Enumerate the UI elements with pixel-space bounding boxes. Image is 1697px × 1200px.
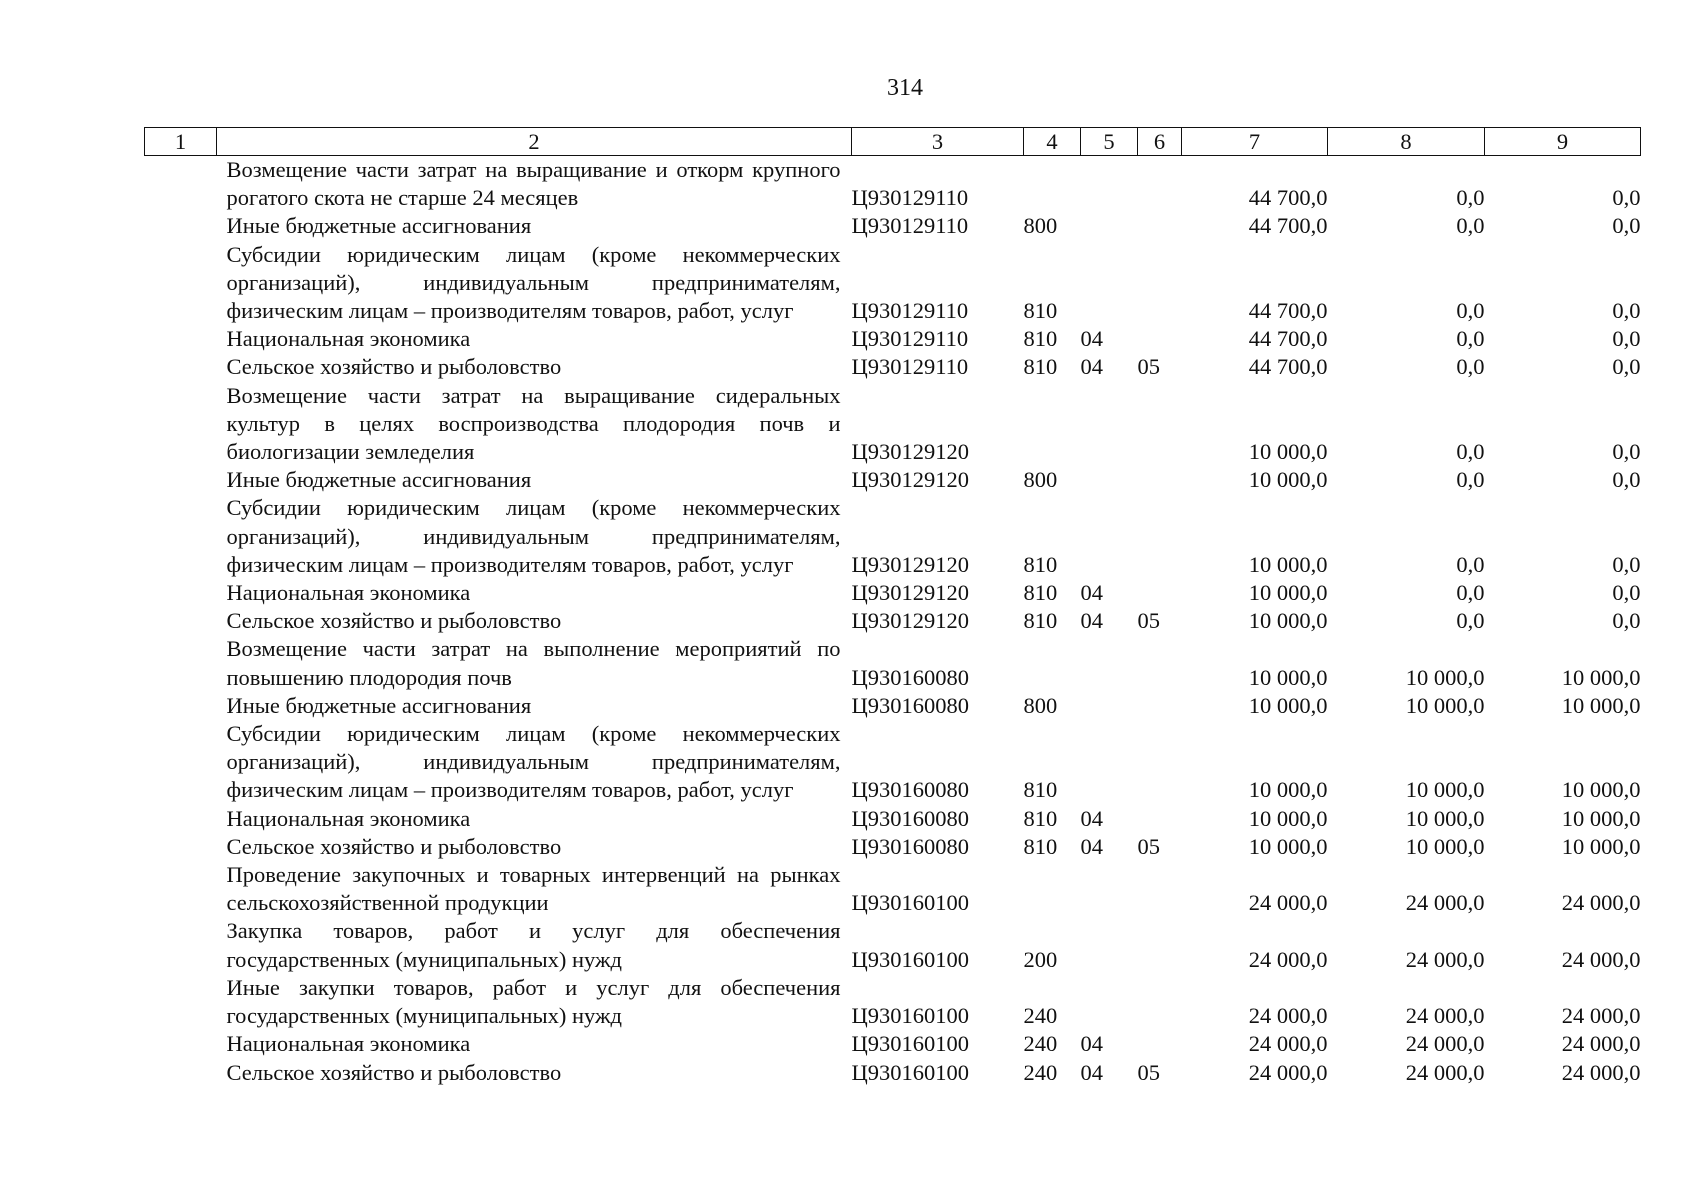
row-number-cell <box>145 974 217 1030</box>
row-name <box>217 579 852 607</box>
row-name <box>217 494 852 579</box>
row-number-cell <box>145 833 217 861</box>
row-expense-type: 810 <box>1023 354 1058 380</box>
table-row <box>145 353 1641 381</box>
table-row <box>145 974 1641 1030</box>
row-number-cell <box>145 805 217 833</box>
row-name-text: Национальная экономика <box>226 1031 471 1057</box>
row-name <box>217 466 852 494</box>
row-number-cell <box>145 861 217 917</box>
row-subsection <box>1138 635 1182 691</box>
header-cell-6: 6 <box>1138 128 1182 156</box>
row-amount-col9: 0,0 <box>1612 467 1641 493</box>
row-subsection <box>1138 325 1182 353</box>
row-amount-col7: 24 000,0 <box>1248 1059 1328 1085</box>
row-name-text: Сельское хозяйство и рыболовство <box>226 833 562 859</box>
row-subsection: 05 <box>1137 1059 1160 1085</box>
row-name <box>217 212 852 240</box>
row-target-code: Ц930160080 <box>851 664 969 690</box>
row-amount-col8: 0,0 <box>1456 298 1485 324</box>
row-expense-type <box>1024 382 1081 467</box>
row-target-code: Ц930160100 <box>851 890 969 916</box>
row-number-cell <box>145 1030 217 1058</box>
row-amount-col9: 0,0 <box>1612 608 1641 634</box>
row-amount-col9: 10 000,0 <box>1561 692 1641 718</box>
row-amount-col7: 10 000,0 <box>1248 608 1328 634</box>
row-name-text: Иные бюджетные ассигнования <box>226 692 532 718</box>
table-row <box>145 720 1641 805</box>
row-expense-type: 810 <box>1023 326 1058 352</box>
table-row <box>145 325 1641 353</box>
row-amount-col7: 10 000,0 <box>1248 833 1328 859</box>
row-amount-col8: 0,0 <box>1456 439 1485 465</box>
table-row <box>145 156 1641 213</box>
row-section <box>1081 494 1138 579</box>
row-amount-col9: 0,0 <box>1612 580 1641 606</box>
row-section <box>1081 241 1138 326</box>
row-name-text: Иные закупки товаров, работ и услуг для обеспечения государственных (муниципальных) нужд <box>226 974 841 1029</box>
row-section <box>1081 974 1138 1030</box>
row-name-text: Субсидии юридическим лицам (кроме некоммерческих организаций), индивидуальным предпринимателям, физическим лицам – производителям товаров, работ, услуг <box>226 721 841 803</box>
row-name <box>217 607 852 635</box>
row-target-code: Ц930160100 <box>851 1059 969 1085</box>
row-amount-col7: 10 000,0 <box>1248 467 1328 493</box>
row-amount-col7: 24 000,0 <box>1248 946 1328 972</box>
row-target-code: Ц930160080 <box>851 833 969 859</box>
row-target-code: Ц930129110 <box>851 213 969 239</box>
row-subsection <box>1138 974 1182 1030</box>
row-subsection <box>1138 861 1182 917</box>
row-amount-col8: 24 000,0 <box>1405 1059 1485 1085</box>
row-expense-type: 810 <box>1023 298 1058 324</box>
row-amount-col8: 10 000,0 <box>1405 777 1485 803</box>
row-target-code: Ц930160080 <box>851 692 969 718</box>
row-amount-col8: 0,0 <box>1456 580 1485 606</box>
row-amount-col9: 0,0 <box>1612 551 1641 577</box>
row-name-text: Закупка товаров, работ и услуг для обеспечения государственных (муниципальных) нужд <box>226 918 841 972</box>
row-expense-type: 810 <box>1023 608 1058 634</box>
table-row <box>145 382 1641 467</box>
row-amount-col8: 10 000,0 <box>1405 664 1485 690</box>
row-name <box>217 1059 852 1087</box>
row-target-code: Ц930160080 <box>851 805 969 831</box>
row-name-text: Национальная экономика <box>226 580 471 606</box>
row-amount-col8: 10 000,0 <box>1405 805 1485 831</box>
row-section: 04 <box>1080 326 1103 352</box>
row-number-cell <box>145 353 217 381</box>
row-amount-col7: 44 700,0 <box>1248 213 1328 239</box>
row-target-code: Ц930129120 <box>851 439 969 465</box>
row-subsection <box>1138 805 1182 833</box>
row-name <box>217 805 852 833</box>
row-subsection <box>1138 720 1182 805</box>
row-name-text: Национальная экономика <box>226 326 471 352</box>
table-row <box>145 917 1641 973</box>
row-number-cell <box>145 212 217 240</box>
row-amount-col8: 24 000,0 <box>1405 890 1485 916</box>
row-amount-col9: 0,0 <box>1612 185 1641 211</box>
row-expense-type <box>1024 861 1081 917</box>
row-amount-col9: 24 000,0 <box>1561 946 1641 972</box>
row-name-text: Возмещение части затрат на выращивание сидеральных культур в целях воспроизводства плодородия почв и биологизации земледелия <box>226 382 841 465</box>
row-amount-col7: 24 000,0 <box>1248 890 1328 916</box>
row-amount-col9: 10 000,0 <box>1561 664 1641 690</box>
row-amount-col8: 0,0 <box>1456 185 1485 211</box>
row-name-text: Сельское хозяйство и рыболовство <box>226 608 562 634</box>
row-amount-col9: 0,0 <box>1612 213 1641 239</box>
row-subsection: 05 <box>1137 608 1160 634</box>
row-section: 04 <box>1080 580 1103 606</box>
row-name <box>217 861 852 917</box>
row-target-code: Ц930160100 <box>851 946 969 972</box>
row-section <box>1081 156 1138 213</box>
row-subsection <box>1138 466 1182 494</box>
row-amount-col8: 0,0 <box>1456 467 1485 493</box>
row-expense-type <box>1024 156 1081 213</box>
row-amount-col7: 10 000,0 <box>1248 664 1328 690</box>
row-target-code: Ц930129110 <box>851 185 969 211</box>
row-name-text: Возмещение части затрат на выращивание и откорм крупного рогатого скота не старше 24 месяцев <box>226 157 841 211</box>
row-number-cell <box>145 579 217 607</box>
table-row <box>145 861 1641 917</box>
row-amount-col7: 44 700,0 <box>1248 298 1328 324</box>
row-expense-type: 800 <box>1023 692 1058 718</box>
table-row <box>145 494 1641 579</box>
row-target-code: Ц930129120 <box>851 467 969 493</box>
header-cell-7: 7 <box>1182 128 1328 156</box>
row-expense-type: 810 <box>1023 551 1058 577</box>
row-amount-col7: 10 000,0 <box>1248 580 1328 606</box>
row-section: 04 <box>1080 833 1103 859</box>
row-name <box>217 692 852 720</box>
table-row <box>145 607 1641 635</box>
row-section <box>1081 861 1138 917</box>
row-expense-type: 240 <box>1023 1031 1058 1057</box>
row-expense-type: 240 <box>1023 1003 1058 1029</box>
row-amount-col7: 44 700,0 <box>1248 326 1328 352</box>
row-amount-col7: 24 000,0 <box>1248 1003 1328 1029</box>
budget-table <box>144 127 1641 1087</box>
row-target-code: Ц930129120 <box>851 580 969 606</box>
row-section: 04 <box>1080 608 1103 634</box>
row-target-code: Ц930129120 <box>851 551 969 577</box>
header-cell-1: 1 <box>145 128 217 156</box>
row-subsection <box>1138 212 1182 240</box>
row-subsection <box>1138 494 1182 579</box>
row-amount-col9: 10 000,0 <box>1561 805 1641 831</box>
row-expense-type: 810 <box>1023 777 1058 803</box>
row-amount-col8: 0,0 <box>1456 551 1485 577</box>
row-amount-col9: 24 000,0 <box>1561 890 1641 916</box>
table-body <box>145 156 1641 1087</box>
row-subsection <box>1138 579 1182 607</box>
row-name <box>217 382 852 467</box>
row-section <box>1081 720 1138 805</box>
row-amount-col7: 10 000,0 <box>1248 551 1328 577</box>
table-row <box>145 241 1641 326</box>
row-amount-col9: 0,0 <box>1612 439 1641 465</box>
row-name <box>217 1030 852 1058</box>
header-cell-9: 9 <box>1485 128 1641 156</box>
row-subsection <box>1138 1030 1182 1058</box>
row-amount-col9: 10 000,0 <box>1561 777 1641 803</box>
row-name <box>217 353 852 381</box>
row-amount-col9: 24 000,0 <box>1561 1031 1641 1057</box>
row-section <box>1081 692 1138 720</box>
row-name <box>217 241 852 326</box>
row-amount-col9: 0,0 <box>1612 298 1641 324</box>
row-amount-col9: 24 000,0 <box>1561 1003 1641 1029</box>
row-section: 04 <box>1080 1059 1103 1085</box>
header-cell-4: 4 <box>1024 128 1081 156</box>
row-section <box>1081 466 1138 494</box>
table-row <box>145 466 1641 494</box>
row-amount-col9: 10 000,0 <box>1561 833 1641 859</box>
row-number-cell <box>145 720 217 805</box>
row-expense-type: 800 <box>1023 213 1058 239</box>
row-name-text: Возмещение части затрат на выполнение мероприятий по повышению плодородия почв <box>226 636 841 690</box>
row-target-code: Ц930129110 <box>851 354 969 380</box>
table-row <box>145 805 1641 833</box>
row-number-cell <box>145 692 217 720</box>
row-name-text: Сельское хозяйство и рыболовство <box>226 1059 562 1085</box>
header-row <box>145 128 1641 156</box>
row-amount-col8: 24 000,0 <box>1405 1003 1485 1029</box>
row-name-text: Иные бюджетные ассигнования <box>226 213 532 239</box>
row-amount-col9: 24 000,0 <box>1561 1059 1641 1085</box>
row-amount-col7: 10 000,0 <box>1248 692 1328 718</box>
row-expense-type: 200 <box>1023 946 1058 972</box>
row-target-code: Ц930129110 <box>851 298 969 324</box>
row-expense-type <box>1024 635 1081 691</box>
row-subsection <box>1138 156 1182 213</box>
row-amount-col8: 0,0 <box>1456 354 1485 380</box>
row-amount-col7: 10 000,0 <box>1248 777 1328 803</box>
row-target-code: Ц930129120 <box>851 608 969 634</box>
row-expense-type: 240 <box>1023 1059 1058 1085</box>
table-row <box>145 579 1641 607</box>
row-section: 04 <box>1080 354 1103 380</box>
row-amount-col8: 24 000,0 <box>1405 1031 1485 1057</box>
header-cell-3: 3 <box>852 128 1024 156</box>
row-subsection <box>1138 382 1182 467</box>
header-cell-8: 8 <box>1328 128 1485 156</box>
row-name-text: Сельское хозяйство и рыболовство <box>226 354 562 380</box>
row-name <box>217 156 852 213</box>
row-number-cell <box>145 635 217 691</box>
row-number-cell <box>145 607 217 635</box>
row-amount-col7: 24 000,0 <box>1248 1031 1328 1057</box>
row-amount-col9: 0,0 <box>1612 354 1641 380</box>
row-number-cell <box>145 156 217 213</box>
row-amount-col8: 0,0 <box>1456 608 1485 634</box>
row-name <box>217 720 852 805</box>
row-name-text: Иные бюджетные ассигнования <box>226 467 532 493</box>
row-name-text: Проведение закупочных и товарных интервенций на рынках сельскохозяйственной продукции <box>226 862 841 916</box>
row-section: 04 <box>1080 805 1103 831</box>
table-row <box>145 635 1641 691</box>
row-number-cell <box>145 325 217 353</box>
row-subsection <box>1138 692 1182 720</box>
row-expense-type: 810 <box>1023 805 1058 831</box>
table-row <box>145 212 1641 240</box>
row-amount-col8: 10 000,0 <box>1405 833 1485 859</box>
row-amount-col7: 10 000,0 <box>1248 439 1328 465</box>
row-target-code: Ц930129110 <box>851 326 969 352</box>
row-number-cell <box>145 1059 217 1087</box>
row-name <box>217 917 852 973</box>
row-target-code: Ц930160100 <box>851 1031 969 1057</box>
row-expense-type: 800 <box>1023 467 1058 493</box>
row-name-text: Субсидии юридическим лицам (кроме некоммерческих организаций), индивидуальным предпринимателям, физическим лицам – производителям товаров, работ, услуг <box>226 241 841 324</box>
row-section <box>1081 382 1138 467</box>
page-number: 314 <box>887 75 923 101</box>
row-section <box>1081 212 1138 240</box>
row-amount-col8: 10 000,0 <box>1405 692 1485 718</box>
row-amount-col7: 44 700,0 <box>1248 354 1328 380</box>
table-row <box>145 692 1641 720</box>
header-cell-2: 2 <box>217 128 852 156</box>
row-number-cell <box>145 917 217 973</box>
row-amount-col8: 24 000,0 <box>1405 946 1485 972</box>
row-amount-col7: 44 700,0 <box>1248 185 1328 211</box>
row-subsection: 05 <box>1137 354 1160 380</box>
table-row <box>145 1030 1641 1058</box>
row-amount-col8: 0,0 <box>1456 326 1485 352</box>
table-row <box>145 833 1641 861</box>
row-name <box>217 325 852 353</box>
row-name <box>217 974 852 1030</box>
row-section <box>1081 917 1138 973</box>
row-name-text: Национальная экономика <box>226 805 471 831</box>
row-amount-col9: 0,0 <box>1612 326 1641 352</box>
row-number-cell <box>145 494 217 579</box>
row-section: 04 <box>1080 1031 1103 1057</box>
row-target-code: Ц930160100 <box>851 1003 969 1029</box>
row-name <box>217 635 852 691</box>
row-amount-col8: 0,0 <box>1456 213 1485 239</box>
header-cell-5: 5 <box>1081 128 1138 156</box>
row-target-code: Ц930160080 <box>851 777 969 803</box>
row-expense-type: 810 <box>1023 833 1058 859</box>
row-number-cell <box>145 241 217 326</box>
row-name-text: Субсидии юридическим лицам (кроме некоммерческих организаций), индивидуальным предпринимателям, физическим лицам – производителям товаров, работ, услуг <box>226 495 841 577</box>
row-subsection: 05 <box>1137 833 1160 859</box>
row-section <box>1081 635 1138 691</box>
row-number-cell <box>145 466 217 494</box>
table-row <box>145 1059 1641 1087</box>
row-amount-col7: 10 000,0 <box>1248 805 1328 831</box>
row-expense-type: 810 <box>1023 580 1058 606</box>
row-subsection <box>1138 241 1182 326</box>
row-name <box>217 833 852 861</box>
row-number-cell <box>145 382 217 467</box>
table-header <box>145 128 1641 156</box>
row-subsection <box>1138 917 1182 973</box>
